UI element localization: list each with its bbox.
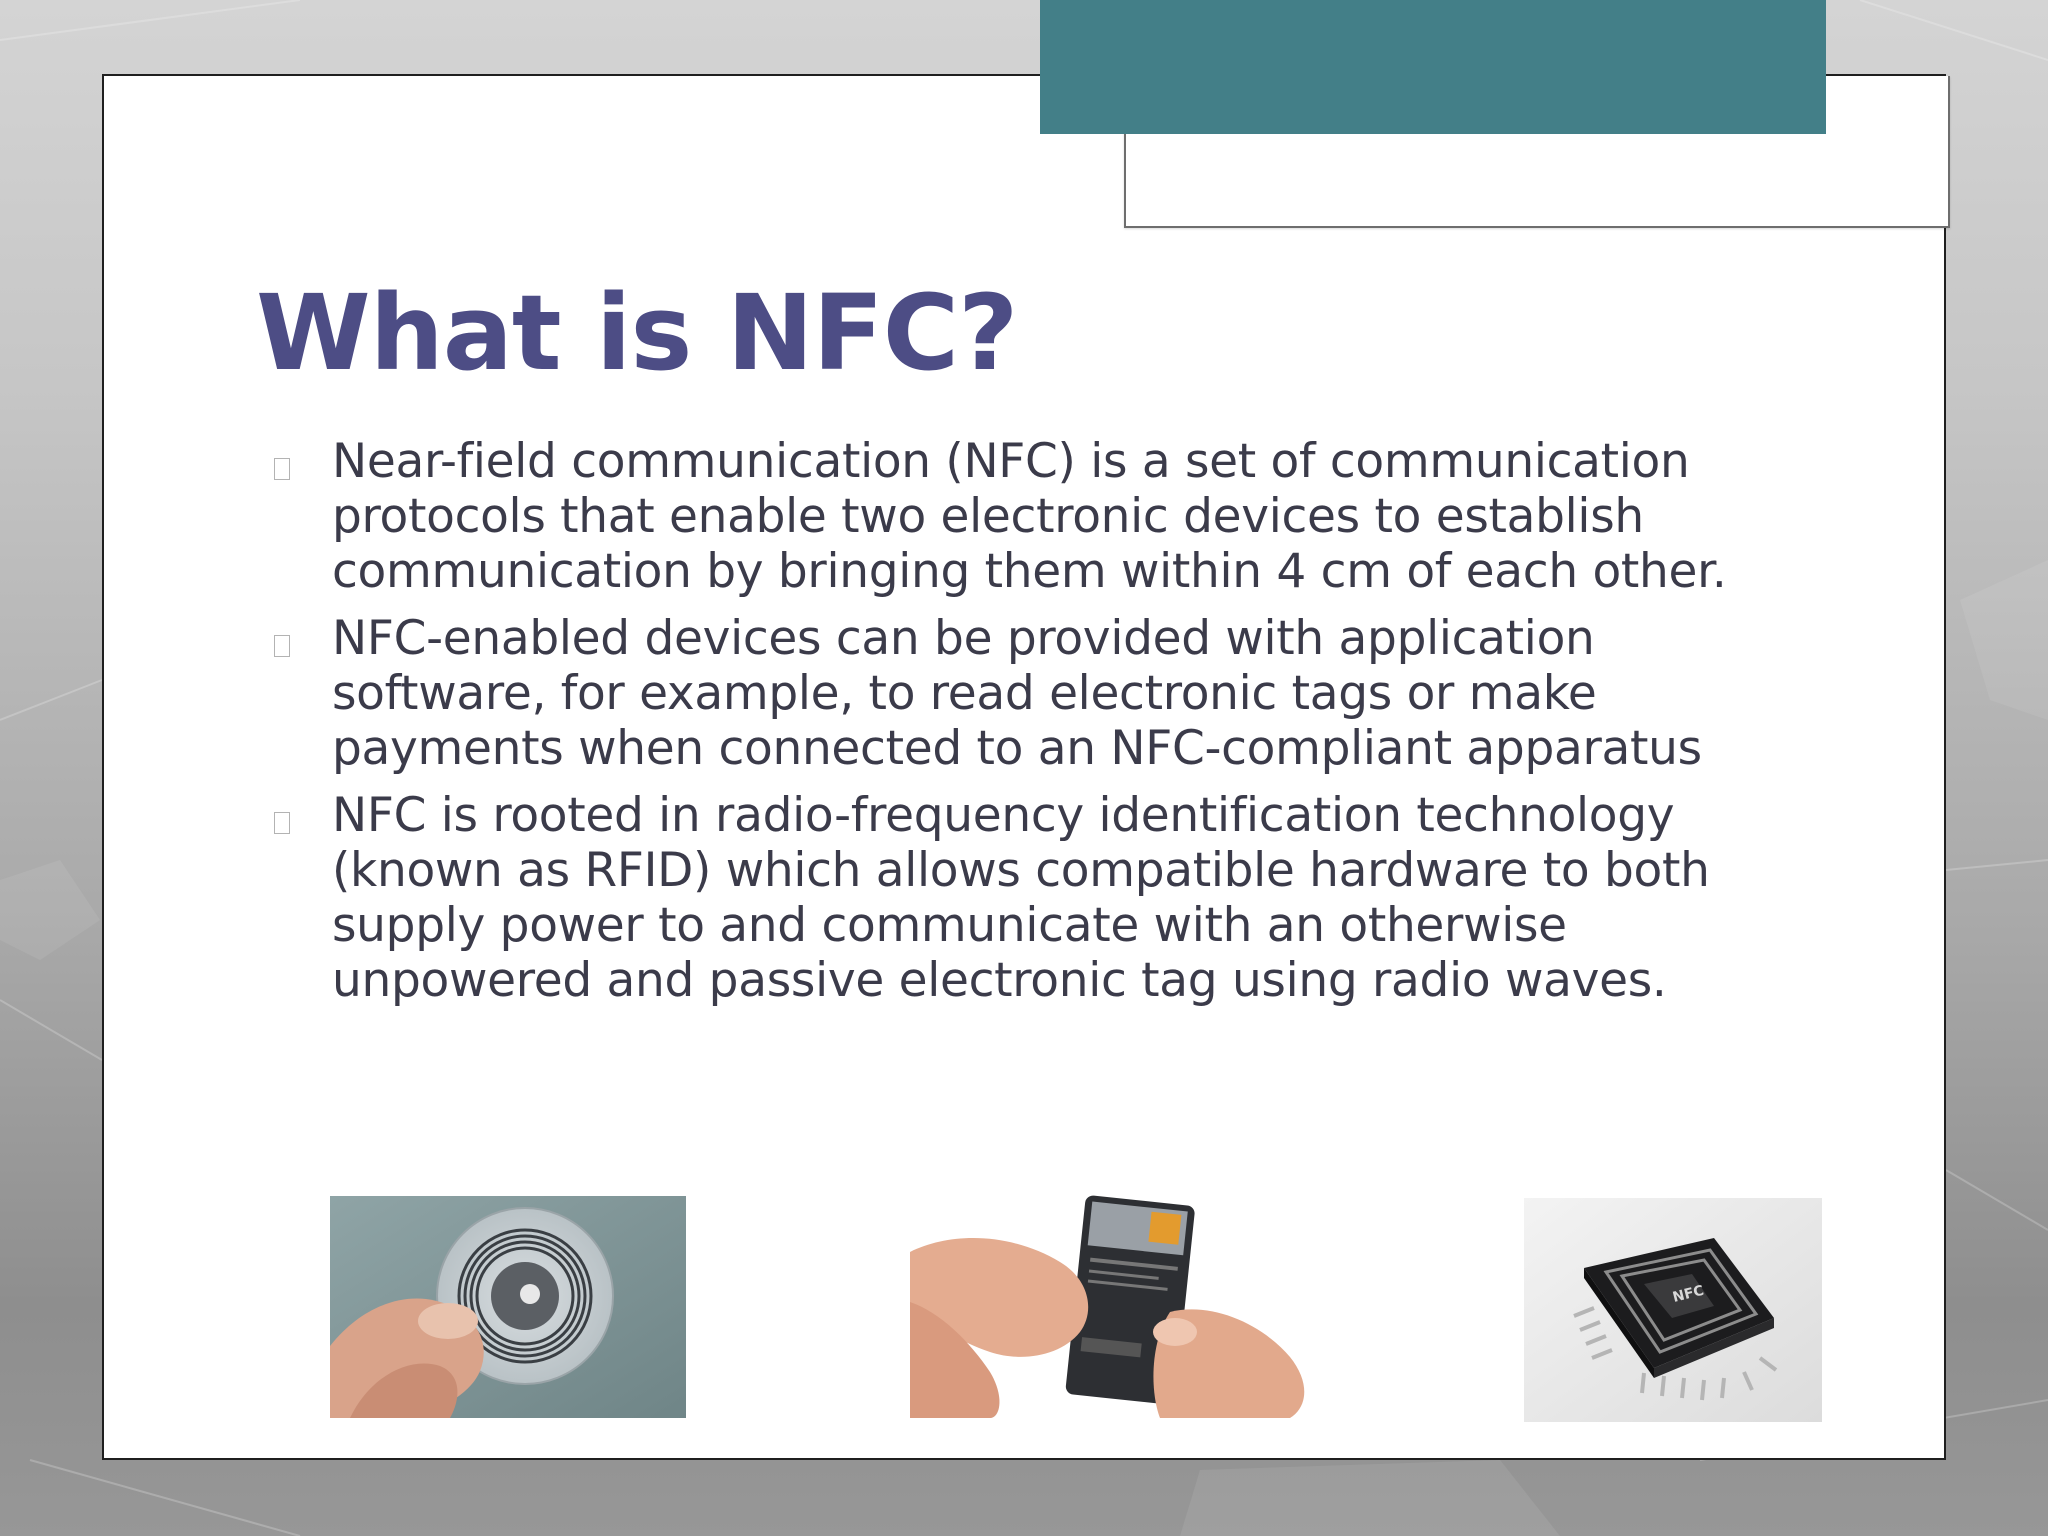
accent-bar — [1040, 0, 1826, 134]
nfc-chip-photo — [1524, 1198, 1822, 1422]
slide-title: What is NFC? — [256, 272, 1018, 394]
bullet-text: Near-field communication (NFC) is a set of communication protocols that enable two electronic devices to establish communication by bringing them within 4 cm of each other. — [332, 434, 1727, 599]
bullet-text: NFC-enabled devices can be provided with application software, for example, to read electronic tags or make payments when connected to an NFC-compliant apparatus — [332, 611, 1702, 776]
bullet-item — [270, 611, 1770, 776]
bullet-item — [270, 788, 1770, 1008]
square-bullet-icon — [274, 458, 290, 480]
square-bullet-icon — [274, 812, 290, 834]
chip-label: NFC — [1671, 1282, 1706, 1306]
bullet-list — [270, 434, 1770, 1020]
nfc-sticker-tag-photo — [330, 1196, 686, 1418]
phone-battery-nfc-photo — [910, 1192, 1316, 1418]
square-bullet-icon — [274, 635, 290, 657]
bullet-text: NFC is rooted in radio-frequency identification technology (known as RFID) which allows compatible hardware to both supply power to and communicate with an otherwise unpowered and passive electronic tag using radio waves. — [332, 788, 1710, 1008]
bullet-item — [270, 434, 1770, 599]
